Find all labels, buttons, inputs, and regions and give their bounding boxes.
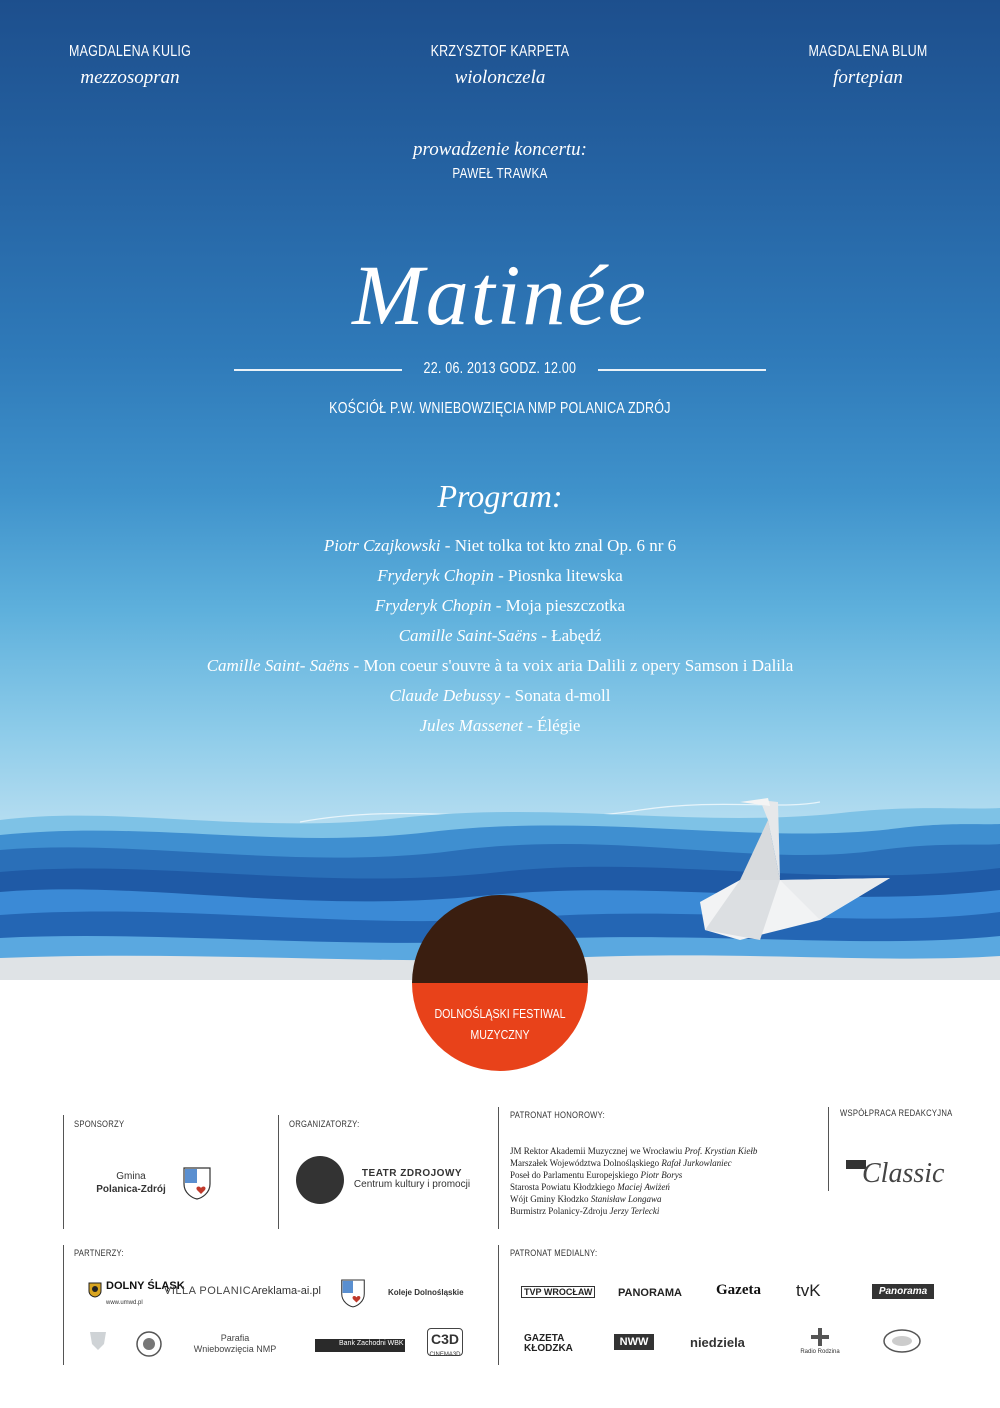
panorama-ziemi-logo: Panorama bbox=[872, 1284, 934, 1299]
honorary-person: Piotr Borys bbox=[640, 1170, 683, 1180]
classic-logo: Classic bbox=[862, 1158, 945, 1189]
gazeta-logo: Gazeta bbox=[716, 1282, 761, 1298]
performer-2 bbox=[350, 43, 650, 89]
host-name: PAWEŁ TRAWKA bbox=[452, 165, 548, 182]
villa-polanica-logo: VILLA POLANICA bbox=[164, 1285, 260, 1297]
program-item bbox=[0, 626, 1000, 646]
sponsors-heading: SPONSORZY bbox=[74, 1119, 125, 1129]
niedziela-logo: niedziela bbox=[690, 1335, 745, 1350]
honorary-person: Maciej Awiżeń bbox=[617, 1182, 670, 1192]
media-heading: PATRONAT MEDIALNY: bbox=[510, 1248, 598, 1258]
divider bbox=[498, 1245, 499, 1365]
performer-role: wiolonczela bbox=[454, 67, 546, 88]
date-wrap bbox=[0, 360, 1000, 378]
editorial-heading: WSPÓŁPRACA REDAKCYJNA bbox=[840, 1108, 953, 1118]
teatr-subtitle: Centrum kultury i promocji bbox=[353, 1179, 471, 1190]
composer: Fryderyk Chopin bbox=[377, 566, 494, 585]
honorary-title: Poseł do Parlamentu Europejskiego bbox=[510, 1170, 641, 1180]
teatr-name: TEATR ZDROJOWY bbox=[361, 1168, 463, 1179]
honorary-person: Jerzy Terlecki bbox=[609, 1206, 660, 1216]
work: - Mon coeur s'ouvre à ta voix aria Dalili z opery Samson i Dalila bbox=[349, 656, 794, 675]
program-heading: Program: bbox=[437, 478, 563, 514]
performer-name: MAGDALENA KULIG bbox=[68, 43, 192, 60]
honorary-title: Wójt Gminy Kłodzko bbox=[510, 1194, 591, 1204]
honorary-line bbox=[510, 1146, 757, 1156]
parafia-line-2: Wniebowzięcia NMP bbox=[193, 1344, 277, 1354]
radio-rodzina-icon bbox=[810, 1327, 830, 1347]
honorary-line bbox=[510, 1158, 732, 1168]
koleje-logo: Koleje Dolnośląskie bbox=[388, 1288, 464, 1297]
performer-name: KRZYSZTOF KARPETA bbox=[430, 43, 570, 60]
date-time: 22. 06. 2013 GODZ. 12.00 bbox=[423, 360, 577, 377]
composer: Fryderyk Chopin bbox=[374, 596, 492, 615]
honorary-title: JM Rektor Akademii Muzycznej we Wrocławiu bbox=[510, 1146, 685, 1156]
honorary-person: Stanisław Longawa bbox=[590, 1194, 662, 1204]
program-item bbox=[0, 536, 1000, 556]
divider bbox=[63, 1245, 64, 1365]
program-item bbox=[0, 716, 1000, 736]
program-item bbox=[0, 686, 1000, 706]
honorary-title: Burmistrz Polanicy-Zdroju bbox=[510, 1206, 610, 1216]
honorary-line bbox=[510, 1206, 659, 1216]
dolny-slask-url: www.umwd.pl bbox=[106, 1300, 143, 1306]
host-name-wrap bbox=[0, 165, 1000, 183]
work: - Sonata d-moll bbox=[500, 686, 611, 705]
partners-heading: PARTNERZY: bbox=[74, 1248, 124, 1258]
work: - Élégie bbox=[522, 716, 581, 735]
composer: Jules Massenet bbox=[419, 716, 523, 735]
sun-top-half bbox=[412, 895, 588, 983]
honorary-line bbox=[510, 1194, 662, 1204]
work: - Piosnka litewska bbox=[493, 566, 623, 585]
honorary-person: Prof. Krystian Kiełb bbox=[684, 1146, 758, 1156]
parafia-logo bbox=[190, 1333, 280, 1355]
program-item bbox=[0, 656, 1000, 676]
cinema3d-sub: CINEMA3D bbox=[429, 1352, 461, 1358]
tvk-logo: tvK bbox=[796, 1281, 821, 1300]
divider bbox=[63, 1115, 64, 1229]
concert-title: Matinée bbox=[352, 247, 648, 343]
venue: KOŚCIÓŁ P.W. WNIEBOWZIĘCIA NMP POLANICA ZDRÓJ bbox=[329, 400, 671, 417]
coat-of-arms-icon bbox=[182, 1166, 212, 1200]
program-item bbox=[0, 596, 1000, 616]
work: - Moja pieszczotka bbox=[491, 596, 626, 615]
coat-of-arms-icon bbox=[340, 1278, 366, 1308]
composer: Camille Saint- Saëns bbox=[206, 656, 350, 675]
emblem-logo-icon bbox=[882, 1328, 922, 1354]
honorary-heading: PATRONAT HONOROWY: bbox=[510, 1110, 605, 1120]
performer-1 bbox=[0, 43, 280, 89]
performer-role: mezzosopran bbox=[80, 67, 180, 88]
performer-role: fortepian bbox=[833, 67, 903, 88]
cinema3d-logo: C3D bbox=[427, 1328, 463, 1356]
eagle-shield-icon bbox=[88, 1282, 102, 1298]
gmina-line-1: Gmina bbox=[116, 1171, 146, 1182]
divider bbox=[278, 1115, 279, 1229]
nww-logo: NWW bbox=[614, 1334, 654, 1350]
work: - Niet tolka tot kto znal Op. 6 nr 6 bbox=[440, 536, 677, 555]
bank-logo: Bank Zachodni WBK bbox=[339, 1340, 404, 1347]
gazeta-klodzka-logo: GAZETA KŁODZKA bbox=[524, 1333, 573, 1354]
dolny-slask-logo: DOLNY ŚLĄSK bbox=[106, 1280, 185, 1292]
work: - Łabędź bbox=[537, 626, 602, 645]
reklama-logo: reklama-ai.pl bbox=[258, 1285, 321, 1297]
composer: Camille Saint-Saëns bbox=[398, 626, 538, 645]
gmina-line-2: Polanica-Zdrój bbox=[96, 1184, 166, 1195]
performer-3 bbox=[718, 43, 1000, 89]
composer: Claude Debussy bbox=[389, 686, 501, 705]
host-label: prowadzenie koncertu: bbox=[413, 139, 587, 160]
castle-logo-icon bbox=[88, 1330, 108, 1352]
honorary-title: Marszałek Województwa Dolnośląskiego bbox=[510, 1158, 662, 1168]
divider bbox=[498, 1107, 499, 1229]
panorama-logo: PANORAMA bbox=[618, 1287, 682, 1299]
honorary-line bbox=[510, 1182, 670, 1192]
honorary-person: Rafał Jurkowlaniec bbox=[661, 1158, 732, 1168]
teatr-zdrojowy-text bbox=[352, 1168, 472, 1190]
honorary-title: Starosta Powiatu Kłodzkiego bbox=[510, 1182, 618, 1192]
festival-name bbox=[412, 1003, 588, 1045]
gmina-logo-text bbox=[86, 1170, 176, 1196]
festival-line-2: MUZYCZNY bbox=[470, 1027, 530, 1042]
festival-line-1: DOLNOŚLĄSKI FESTIWAL bbox=[434, 1006, 566, 1021]
tvp-wroclaw-logo: TVP WROCŁAW bbox=[521, 1286, 595, 1298]
venue-wrap bbox=[0, 400, 1000, 418]
organizers-heading: ORGANIZATORZY: bbox=[289, 1119, 360, 1129]
seal-icon bbox=[136, 1331, 162, 1357]
composer: Piotr Czajkowski bbox=[323, 536, 441, 555]
honorary-line bbox=[510, 1170, 682, 1180]
teatr-zdrojowy-circle-logo bbox=[296, 1156, 344, 1204]
radio-rodzina-logo: Radio Rodzina bbox=[800, 1349, 840, 1355]
divider bbox=[828, 1107, 829, 1191]
parafia-line-1: Parafia bbox=[220, 1333, 250, 1343]
program-item bbox=[0, 566, 1000, 586]
performer-name: MAGDALENA BLUM bbox=[808, 43, 928, 60]
